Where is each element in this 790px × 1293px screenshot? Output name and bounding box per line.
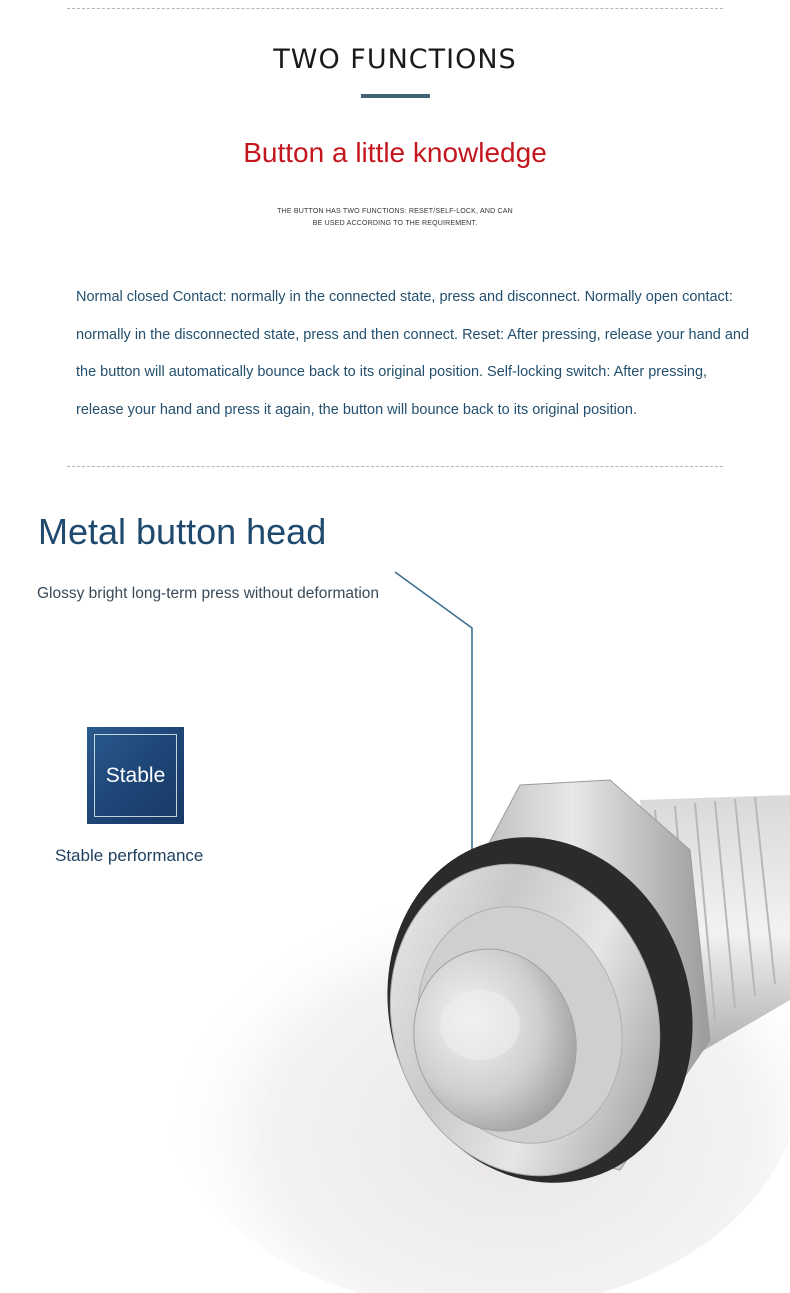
feature-description: Glossy bright long-term press without deformation: [37, 585, 380, 602]
caption-line-2: BE USED ACCORDING TO THE REQUIREMENT.: [312, 220, 478, 227]
caption-line-1: THE BUTTON HAS TWO FUNCTIONS: RESET/SELF-LOCK, AND CAN: [277, 208, 513, 215]
top-divider: [67, 8, 723, 9]
knowledge-paragraph: Normal closed Contact: normally in the connected state, press and disconnect. Normally open contact: normally in the disconnected state, press and then connect. Reset: After pressing, release your hand and the button will automatically bounce back to its original position. Self-locking switch: After pressing, release your hand and press it again, the button will bounce back to its original position.: [76, 289, 750, 419]
badge-caption: Stable performance: [55, 846, 204, 865]
title-underline: [361, 94, 430, 98]
metal-button-image: [150, 740, 790, 1293]
middle-divider: [67, 466, 723, 467]
subtitle-caption: [270, 206, 520, 230]
section-title: TWO FUNCTIONS: [273, 44, 517, 75]
section-subtitle: Button a little knowledge: [243, 137, 547, 168]
badge-label: Stable: [94, 734, 177, 817]
feature-title: Metal button head: [38, 511, 327, 552]
